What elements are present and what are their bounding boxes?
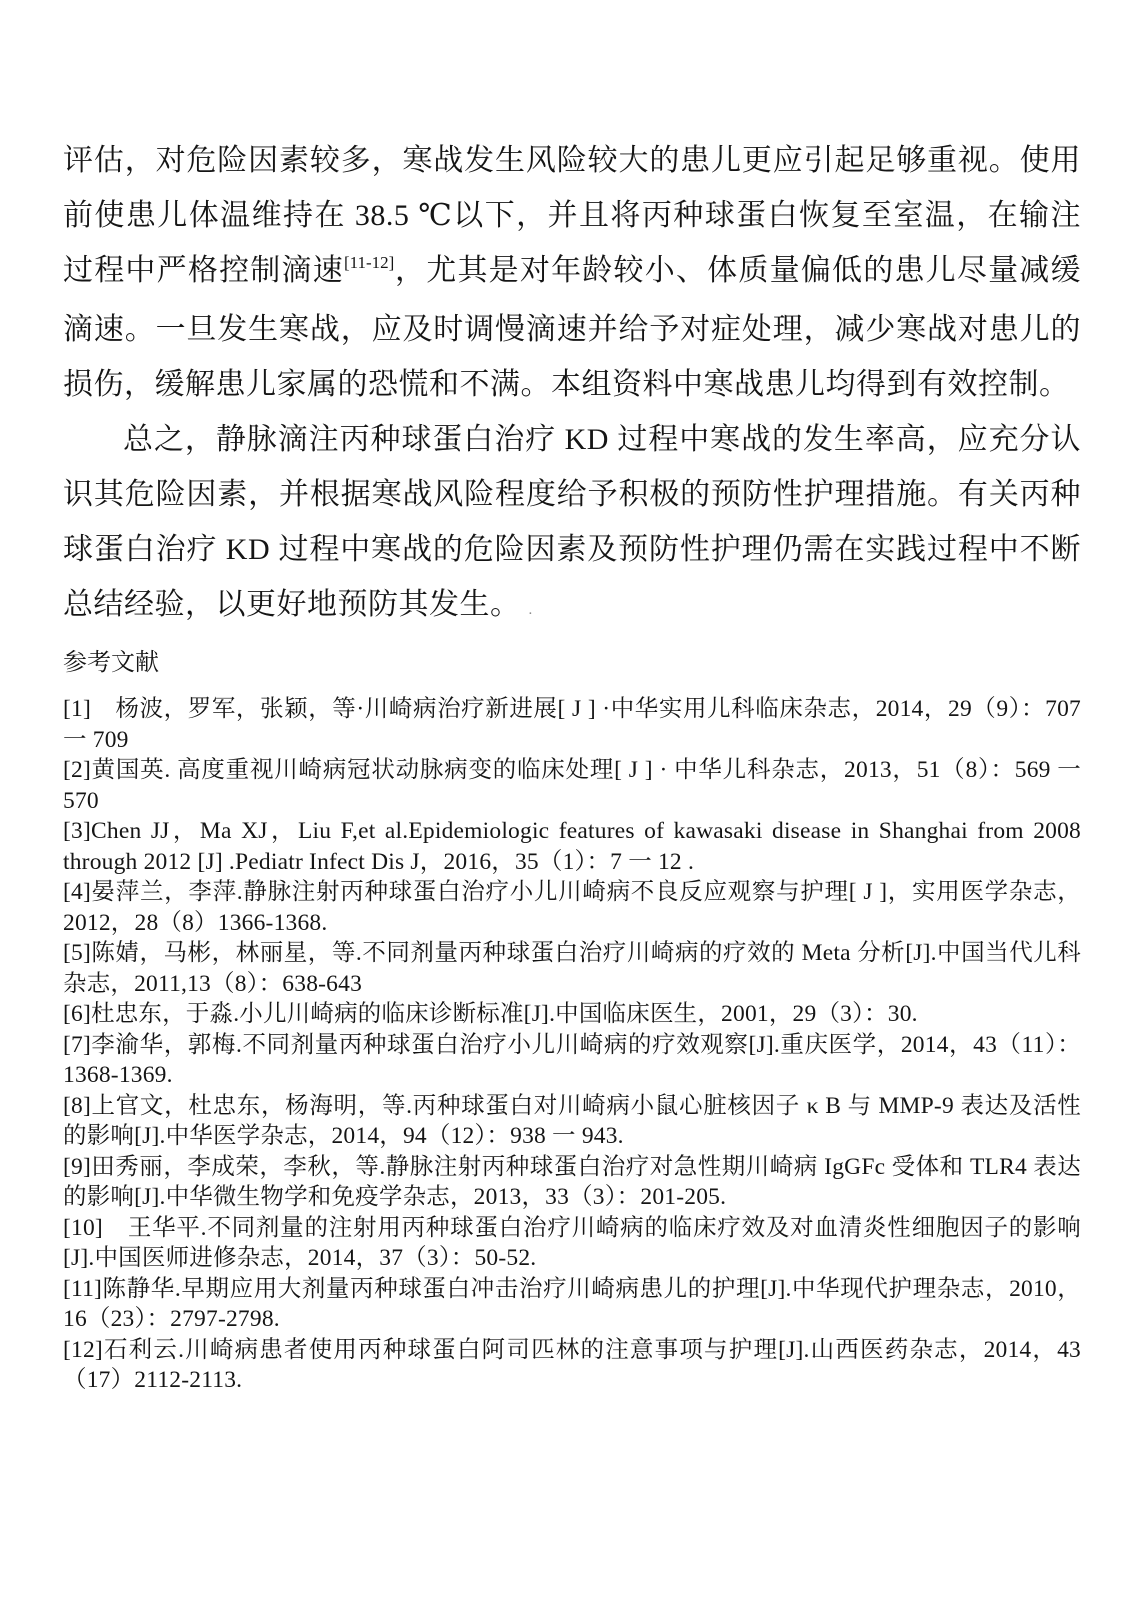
reference-item: [9]田秀丽，李成荣，李秋，等.静脉注射丙种球蛋白治疗对急性期川崎病 IgGFc 受体和 TLR4 表达的影响[J].中华微生物学和免疫学杂志，2013，33（3）：201-205. (63, 1153, 1081, 1210)
references-heading: 参考文献 (63, 650, 159, 676)
citation-superscript: [11-12] (343, 253, 395, 272)
body-paragraph (63, 412, 1081, 638)
reference-item: [10] 王华平.不同剂量的注射用丙种球蛋白治疗川崎病的临床疗效及对血清炎性细胞因子的影响[J].中国医师进修杂志，2014，37（3）：50-52. (63, 1214, 1081, 1271)
body-paragraph (63, 133, 1081, 412)
paragraph-text: 总之，静脉滴注丙种球蛋白治疗 KD 过程中寒战的发生率高，应充分认识其危险因素，并根据寒战风险程度给予积极的预防性护理措施。有关丙种球蛋白治疗 KD 过程中寒战的危险因素及预防性护理仍需在实践过程中不断总结经验，以更好地预防其发生。 (63, 423, 1081, 621)
reference-item: [5]陈婧，马彬，林丽星，等.不同剂量丙种球蛋白治疗川崎病的疗效的 Meta 分析[J].中国当代儿科杂志，2011,13（8）：638-643 (63, 940, 1081, 997)
reference-item: [11]陈静华.早期应用大剂量丙种球蛋白冲击治疗川崎病患儿的护理[J].中华现代护理杂志，2010，16（23）：2797-2798. (63, 1275, 1081, 1332)
reference-item: [2]黄国英. 高度重视川崎病冠状动脉病变的临床处理[ J ] · 中华儿科杂志，2013，51（8）：569 一 570 (63, 757, 1081, 814)
paragraph-text: ，尤其是对年龄较小、体质量偏低的患儿尽量减缓滴速。一旦发生寒战，应及时调慢滴速并给予对症处理，减少寒战对患儿的损伤，缓解患儿家属的恐慌和不满。本组资料中寒战患儿均得到有效控制。 (63, 254, 1082, 401)
reference-item: [3]Chen JJ，Ma XJ，Liu F,et al.Epidemiologic features of kawasaki disease in Shanghai from 2008 through 2012 [J] .Pediatr Infect Dis J，2016，35（1）：7 一 12 . (63, 818, 1081, 875)
reference-item: [6]杜忠东，于淼.小儿川崎病的临床诊断标准[J].中国临床医生，2001，29（3）：30. (63, 1001, 918, 1027)
reference-item: [7]李渝华，郭梅.不同剂量丙种球蛋白治疗小儿川崎病的疗效观察[J].重庆医学，2014，43（11）：1368-1369. (63, 1031, 1081, 1088)
reference-item: [12]石利云.川崎病患者使用丙种球蛋白阿司匹林的注意事项与护理[J].山西医药杂志，2014，43（17）2112-2113. (63, 1336, 1081, 1393)
reference-item: [8]上官文，杜忠东，杨海明，等.丙种球蛋白对川崎病小鼠心脏核因子 κ B 与 MMP-9 表达及活性的影响[J].中华医学杂志，2014，94（12）：938 一 943. (63, 1092, 1081, 1149)
references-list (63, 694, 1081, 1396)
paragraph-text: 评估，对危险因素较多，寒战发生风险较大的患儿更应引起足够重视。使用前使患儿体温维持在 38.5 ℃以下，并且将丙种球蛋白恢复至室温，在输注过程中严格控制滴速 (63, 144, 1081, 287)
reference-item: [1] 杨波，罗军，张颖，等·川崎病治疗新进展[ J ] ·中华实用儿科临床杂志，2014，29（9）：707 一 709 (63, 696, 1081, 753)
stray-mark: . (528, 602, 533, 618)
reference-item: [4]晏萍兰，李萍.静脉注射丙种球蛋白治疗小儿川崎病不良反应观察与护理[ J ]，实用医学杂志，2012，28（8）1366-1368. (63, 879, 1081, 936)
